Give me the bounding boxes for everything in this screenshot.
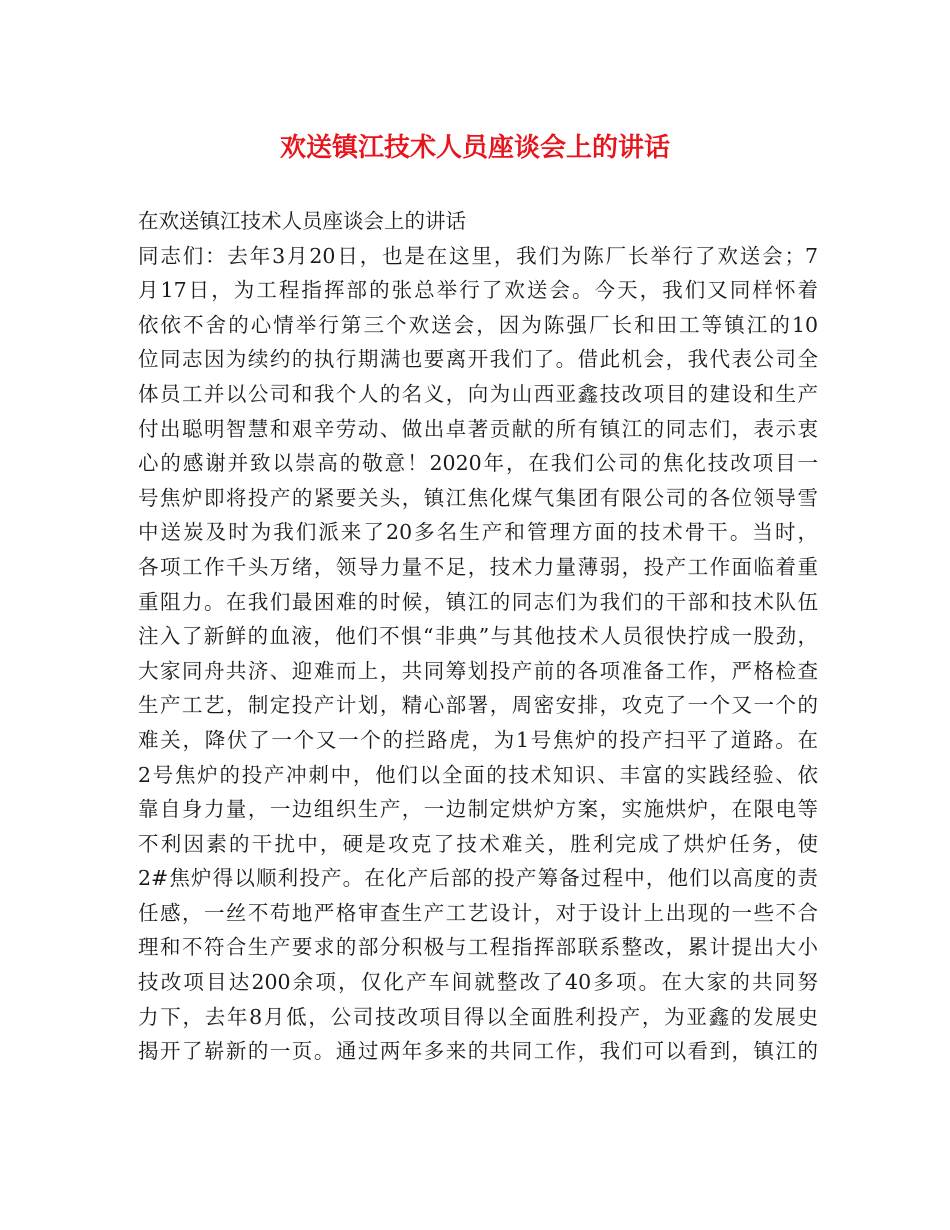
body-line: 号焦炉即将投产的紧要关头，镇江焦化煤气集团有限公司的各位领导雪 [138, 485, 818, 510]
body-line: 难关，降伏了一个又一个的拦路虎，为1号焦炉的投产扫平了道路。在 [138, 727, 818, 752]
body-line: 2#焦炉得以顺利投产。在化产后部的投产筹备过程中，他们以高度的责 [138, 866, 818, 891]
document-title: 欢送镇江技术人员座谈会上的讲话 [279, 133, 670, 163]
body-line: 依依不舍的心情举行第三个欢送会，因为陈强厂长和田工等镇江的10 [138, 312, 818, 337]
body-line: 技改项目达200余项，仅化产车间就整改了40多项。在大家的共同努 [138, 970, 818, 995]
body-line: 月17日，为工程指挥部的张总举行了欢送会。今天，我们又同样怀着 [138, 278, 818, 303]
body-line: 各项工作千头万绪，领导力量不足，技术力量薄弱，投产工作面临着重 [138, 554, 818, 579]
body-line: 不利因素的干扰中，硬是攻克了技术难关，胜利完成了烘炉任务，使 [138, 831, 818, 856]
body-line: 体员工并以公司和我个人的名义，向为山西亚鑫技改项目的建设和生产 [138, 381, 818, 406]
body-line: 生产工艺，制定投产计划，精心部署，周密安排，攻克了一个又一个的 [138, 693, 818, 718]
body-line: 心的感谢并致以崇高的敬意！2020年，在我们公司的焦化技改项目一 [138, 451, 818, 476]
body-line: 2号焦炉的投产冲刺中，他们以全面的技术知识、丰富的实践经验、依 [138, 762, 818, 787]
body-line: 揭开了崭新的一页。通过两年多来的共同工作，我们可以看到，镇江的 [138, 1039, 818, 1064]
body-line: 在欢送镇江技术人员座谈会上的讲话 [138, 209, 466, 233]
body-line: 付出聪明智慧和艰辛劳动、做出卓著贡献的所有镇江的同志们，表示衷 [138, 416, 818, 441]
body-line: 理和不符合生产要求的部分积极与工程指挥部联系整改，累计提出大小 [138, 935, 818, 960]
body-line: 位同志因为续约的执行期满也要离开我们了。借此机会，我代表公司全 [138, 347, 818, 372]
body-line: 中送炭及时为我们派来了20多名生产和管理方面的技术骨干。当时， [138, 520, 818, 545]
document-body [138, 204, 818, 1069]
body-line: 任感，一丝不苟地严格审查生产工艺设计，对于设计上出现的一些不合 [138, 900, 818, 925]
body-line: 同志们：去年3月20日，也是在这里，我们为陈厂长举行了欢送会；7 [138, 243, 818, 268]
body-line: 重阻力。在我们最困难的时候，镇江的同志们为我们的干部和技术队伍 [138, 589, 818, 614]
body-line: 大家同舟共济、迎难而上，共同筹划投产前的各项准备工作，严格检查 [138, 658, 818, 683]
body-line: 力下，去年8月低，公司技改项目得以全面胜利投产，为亚鑫的发展史 [138, 1004, 818, 1029]
body-line: 靠自身力量，一边组织生产，一边制定烘炉方案，实施烘炉，在限电等 [138, 797, 818, 822]
body-line: 注入了新鲜的血液，他们不惧“非典”与其他技术人员很快拧成一股劲， [138, 624, 818, 649]
